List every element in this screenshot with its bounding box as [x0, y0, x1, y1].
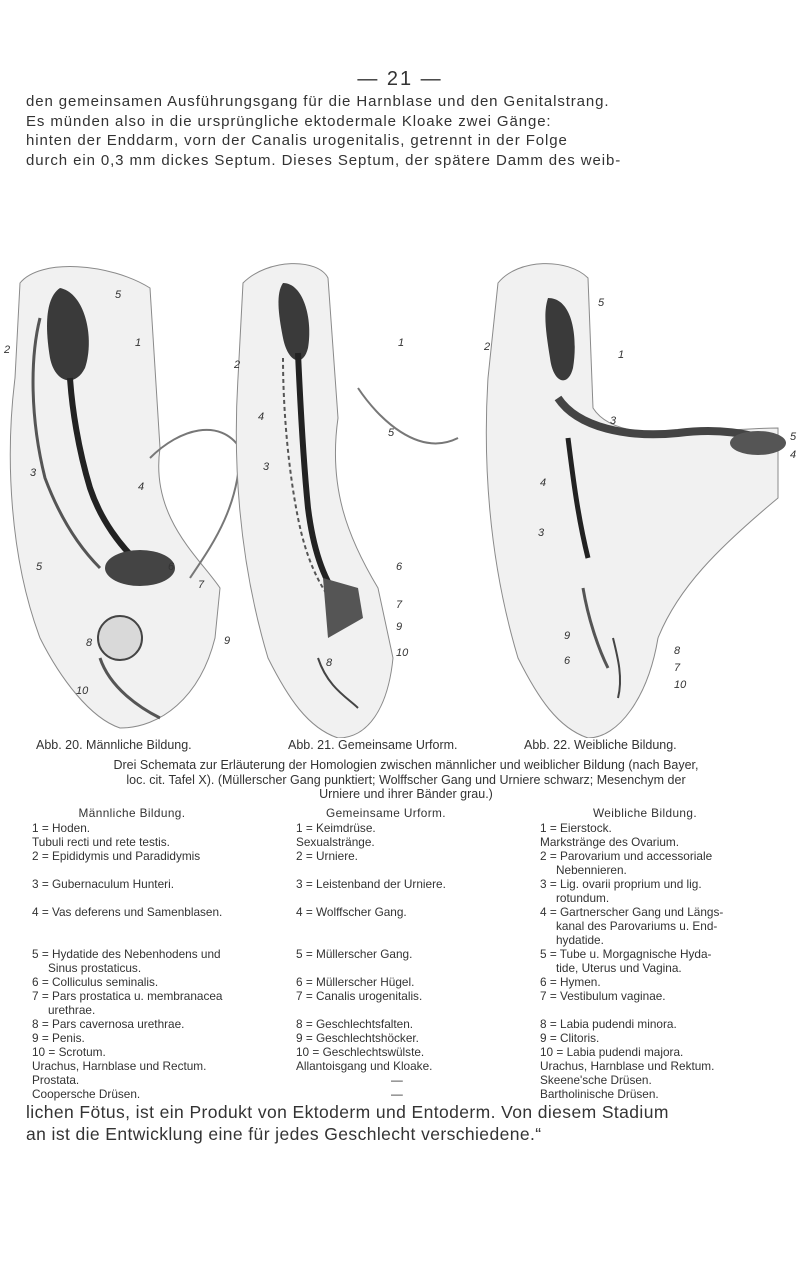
description-line: Urniere und ihrer Bänder grau.) — [319, 787, 493, 801]
legend-item: 10 = Scrotum. — [32, 1045, 106, 1059]
legend-item: rotundum. — [556, 891, 610, 905]
legend-item: Skeene'sche Drüsen. — [540, 1073, 652, 1087]
fig21-label: 9 — [396, 621, 403, 633]
intro-line: Es münden also in die ursprüngliche ektodermale Kloake zwei Gänge: — [26, 112, 552, 130]
legend-item: 2 = Epididymis und Paradidymis — [32, 849, 201, 863]
closing-line: an ist die Entwicklung eine für jedes Geschlecht verschiedene.“ — [26, 1124, 542, 1144]
fig22-label: 5 — [790, 431, 797, 443]
legend-item: 6 = Müllerscher Hügel. — [296, 975, 415, 989]
intro-line: hinten der Enddarm, vorn der Canalis urogenitalis, getrennt in der Folge — [26, 132, 568, 149]
fig20-label: 9 — [224, 635, 231, 647]
legend-item: tide, Uterus und Vagina. — [556, 961, 682, 975]
legend-column-common — [296, 806, 506, 1116]
figure-20-illustration — [0, 258, 265, 738]
legend-item: 6 = Hymen. — [540, 975, 601, 989]
figure-21-caption: Abb. 21. Gemeinsame Urform. — [288, 738, 458, 752]
legend-item: 5 = Müllerscher Gang. — [296, 947, 413, 961]
legend-item: 5 = Hydatide des Nebenhodens und — [32, 947, 221, 961]
legend-item: 6 = Colliculus seminalis. — [32, 975, 159, 989]
fig21-label: 2 — [234, 359, 241, 371]
fig21-label: 8 — [326, 657, 333, 669]
legend-item: hydatide. — [556, 933, 604, 947]
legend-heading-male: Männliche Bildung. — [78, 806, 186, 820]
legend-item: Urachus, Harnblase und Rectum. — [32, 1059, 207, 1073]
fig20-label: 6 — [168, 561, 175, 573]
fig22-label: 9 — [564, 630, 571, 642]
legend-item: 5 = Tube u. Morgagnische Hyda- — [540, 947, 712, 961]
legend-heading-common: Gemeinsame Urform. — [326, 806, 446, 820]
legend-item: Markstränge des Ovarium. — [540, 835, 679, 849]
legend-item: Sinus prostaticus. — [48, 961, 142, 975]
legend-items-common — [296, 821, 506, 1116]
fig22-label: 1 — [618, 349, 625, 361]
legend-item: 1 = Keimdrüse. — [296, 821, 376, 835]
legend-item: Bartholinische Drüsen. — [540, 1087, 659, 1101]
closing-paragraph — [26, 1101, 786, 1145]
legend-item: 10 = Geschlechtswülste. — [296, 1045, 425, 1059]
fig22-label: 3 — [538, 527, 545, 539]
legend-item: 9 = Penis. — [32, 1031, 85, 1045]
intro-paragraph — [26, 92, 786, 170]
legend-item: 8 = Geschlechtsfalten. — [296, 1017, 414, 1031]
figure-21-illustration — [228, 258, 490, 738]
legend-item: 2 = Parovarium und accessoriale — [540, 849, 713, 863]
fig21-label: 7 — [396, 599, 403, 611]
description-line: loc. cit. Tafel X). (Müllerscher Gang punktiert; Wolffscher Gang und Urniere schwarz; Mesenchym der — [126, 772, 686, 787]
description-line: Drei Schemata zur Erläuterung der Homologien zwischen männlicher und weiblicher Bildung (nach Bayer, — [113, 758, 699, 772]
legend-item: 8 = Pars cavernosa urethrae. — [32, 1017, 185, 1031]
figure-22-illustration — [478, 258, 800, 738]
legend-column-male — [32, 806, 272, 1116]
legend-item: 7 = Canalis urogenitalis. — [296, 989, 423, 1003]
legend-item: Coopersche Drüsen. — [32, 1087, 141, 1101]
legend-item: 10 = Labia pudendi majora. — [540, 1045, 684, 1059]
closing-line: lichen Fötus, ist ein Produkt von Ektoderm und Entoderm. Von diesem Stadium — [26, 1102, 669, 1122]
legend-item: 9 = Geschlechtshöcker. — [296, 1031, 419, 1045]
figure-20-drawing — [0, 258, 265, 738]
legend-item: — — [391, 1087, 403, 1101]
legend-item: Tubuli recti und rete testis. — [32, 835, 170, 849]
fig22-label: 6 — [564, 655, 571, 667]
fig20-label: 5 — [36, 561, 43, 573]
fig20-label: 3 — [30, 467, 37, 479]
legend-item: Allantoisgang und Kloake. — [296, 1059, 433, 1073]
figure-description — [26, 758, 786, 802]
legend-item: Sexualstränge. — [296, 835, 375, 849]
legend-column-female — [540, 806, 798, 1116]
fig22-label: 10 — [674, 679, 687, 691]
legend-item: 4 = Gartnerscher Gang und Längs- — [540, 905, 724, 919]
legend-item: 1 = Hoden. — [32, 821, 91, 835]
fig22-label: 3 — [610, 415, 617, 427]
legend-item: 9 = Clitoris. — [540, 1031, 600, 1045]
legend-item: Nebennieren. — [556, 863, 627, 877]
fig22-label: 2 — [484, 341, 491, 353]
legend-item: 3 = Lig. ovarii proprium und lig. — [540, 877, 702, 891]
legend-item: Prostata. — [32, 1073, 80, 1087]
legend-item: urethrae. — [48, 1003, 96, 1017]
fig21-label: 4 — [258, 411, 265, 423]
fig21-label: 3 — [263, 461, 270, 473]
legend-item: 8 = Labia pudendi minora. — [540, 1017, 677, 1031]
legend-item: 3 = Gubernaculum Hunteri. — [32, 877, 174, 891]
fig20-label: 4 — [138, 481, 145, 493]
legend-item: 7 = Pars prostatica u. membranacea — [32, 989, 223, 1003]
legend-items-female — [540, 821, 798, 1116]
figure-21-drawing — [228, 258, 490, 738]
legend-item: 1 = Eierstock. — [540, 821, 612, 835]
fig20-label: 8 — [86, 637, 93, 649]
fig20-label: 7 — [198, 579, 205, 591]
fig21-label: 6 — [396, 561, 403, 573]
fig22-label: 8 — [674, 645, 681, 657]
legend-heading-female: Weibliche Bildung. — [592, 806, 698, 820]
fig21-label: 10 — [396, 647, 409, 659]
page-number: — 21 — — [357, 68, 443, 90]
fig22-label: 4 — [540, 477, 547, 489]
legend-item: kanal des Parovariums u. End- — [556, 919, 718, 933]
fig20-label: 1 — [135, 337, 142, 349]
fig22-label: 5 — [598, 297, 605, 309]
legend-item: 4 = Vas deferens und Samenblasen. — [32, 905, 223, 919]
fig20-label: 2 — [4, 344, 11, 356]
legend-item: 3 = Leistenband der Urniere. — [296, 877, 446, 891]
legend-items-male — [32, 821, 272, 1116]
fig22-label: 7 — [674, 662, 681, 674]
legend-item: 7 = Vestibulum vaginae. — [540, 989, 666, 1003]
legend-item: 4 = Wolffscher Gang. — [296, 905, 407, 919]
intro-line: den gemeinsamen Ausführungsgang für die Harnblase und den Genitalstrang. — [26, 93, 610, 110]
fig21-label: 1 — [398, 337, 405, 349]
fig22-label: 4 — [790, 449, 797, 461]
fig20-label: 5 — [115, 289, 122, 301]
figure-22-drawing — [478, 258, 800, 738]
intro-line: durch ein 0,3 mm dickes Septum. Dieses Septum, der spätere Damm des weib- — [26, 151, 622, 169]
legend-item: 2 = Urniere. — [296, 849, 358, 863]
figure-20-caption: Abb. 20. Männliche Bildung. — [36, 738, 192, 752]
legend-item: — — [391, 1073, 403, 1087]
legend-item: Urachus, Harnblase und Rektum. — [540, 1059, 715, 1073]
figure-22-caption: Abb. 22. Weibliche Bildung. — [524, 738, 677, 752]
fig21-label: 5 — [388, 427, 395, 439]
fig20-label: 10 — [76, 685, 89, 697]
